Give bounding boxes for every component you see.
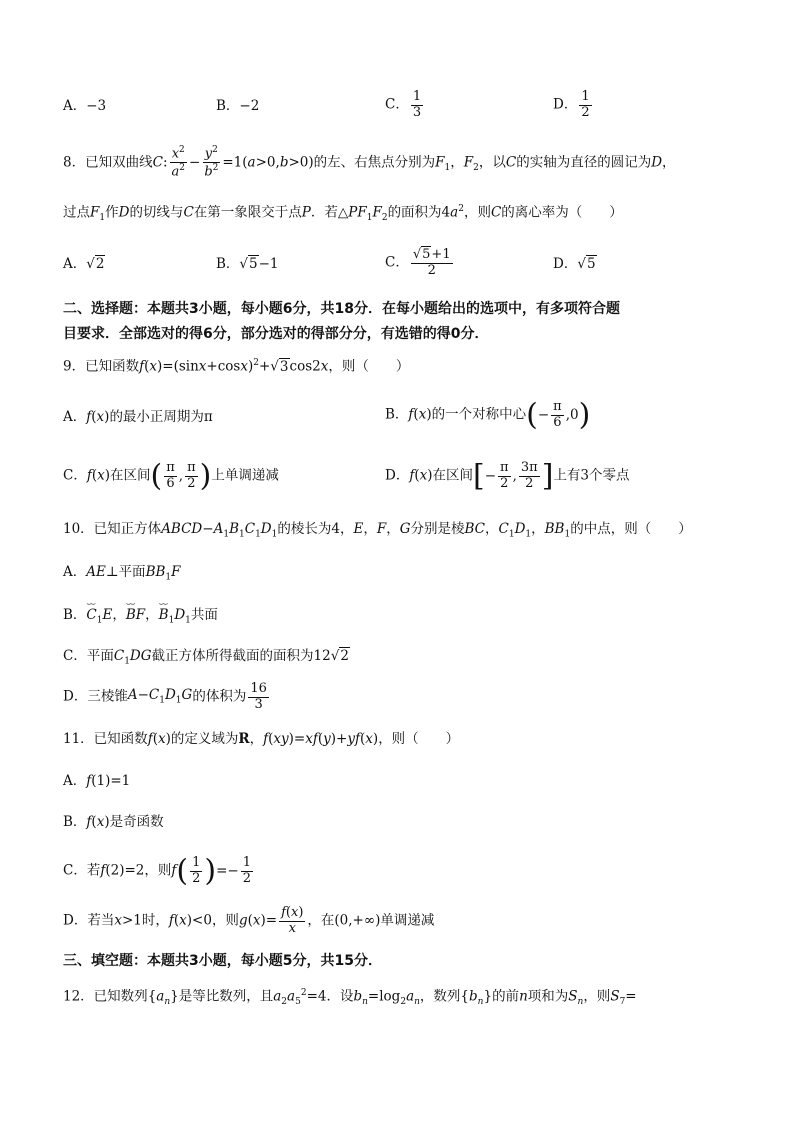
q11-option-c[interactable]: C．若f(2)=2，则f( $\frac{1}{2}$ )=− $\frac{1}{2}$ xyxy=(63,853,251,889)
fraction: $\frac{f(x)}{x}$ xyxy=(281,905,304,936)
fraction: $\frac{3\pi}{2}$ xyxy=(520,460,538,491)
q10-stem: 10．已知正方体$ABCD-A_1B_1C_1D_1$的棱长为4，E，F，G分别是棱BC，$C_1D_1$，$BB_1$的中点，则（ ） xyxy=(63,521,692,540)
q11-option-d[interactable]: D．若当x>1时，f(x)<0，则g(x)= $\frac{f(x)}{x}$ ，在(0,+∞)单调递减 xyxy=(63,905,435,936)
fraction: $\frac{\pi}{6}$ xyxy=(166,460,175,491)
fraction: $\frac{\pi}{2}$ xyxy=(187,460,196,491)
q8-option-c[interactable]: C． $\frac{√5+1}{2}$ xyxy=(385,247,451,278)
q8-line-2: 过点$F_1$作D的切线与C在第一象限交于点P．若$\triangle PF_1F_2$的面积为$4a^2$，则C的离心率为（ ） xyxy=(63,204,623,224)
q9-option-b[interactable]: B．f(x)的一个对称中心(− $\frac{\pi}{6}$ ,0) xyxy=(385,397,591,433)
q12-stem: 12．已知数列$\{a_n\}$是等比数列，且$a_2a_5^2=4$．设$b_n=\log_2a_n$，数列$\{b_n\}$的前n项和为$S_n$，则$S_7=$ xyxy=(63,988,637,1008)
fraction: $\frac{1}{2}$ xyxy=(242,855,251,886)
q7-option-c[interactable]: C． $\frac{1}{3}$ xyxy=(385,89,422,120)
q9-option-c[interactable]: C．f(x)在区间( $\frac{\pi}{6}$ , $\frac{\pi}{2}$ )上单调递减 xyxy=(63,458,279,494)
fraction: $\frac{x^2}{a^2}$ xyxy=(171,145,185,180)
section-3-heading: 三、填空题：本题共3小题，每小题5分，共15分． xyxy=(63,953,382,969)
q11-option-a[interactable]: A．f(1)=1 xyxy=(63,773,131,789)
fraction: $\frac{16}{3}$ xyxy=(250,681,267,712)
q9-option-d[interactable]: D．f(x)在区间[− $\frac{\pi}{2}$ , $\frac{3\pi}{2}$ ]上有3个零点 xyxy=(385,458,630,494)
q7-option-a[interactable]: A．−3 xyxy=(63,98,107,114)
fraction: $\frac{\pi}{2}$ xyxy=(500,460,509,491)
q11-option-b[interactable]: B．f(x)是奇函数 xyxy=(63,814,164,830)
q10-option-c[interactable]: C．平面$C_1DG$截正方体所得截面的面积为12√2 xyxy=(63,648,349,667)
q7-option-b[interactable]: B．−2 xyxy=(216,98,260,114)
section-2-heading-line-1: 二、选择题：本题共3小题，每小题6分，共18分．在每小题给出的选项中，有多项符合题 xyxy=(63,301,620,317)
q8-option-d[interactable]: D．√5 xyxy=(553,256,596,272)
fraction: $\frac{\pi}{6}$ xyxy=(553,399,562,430)
fraction: $\frac{1}{2}$ xyxy=(192,855,201,886)
q8-option-b[interactable]: B．√5−1 xyxy=(216,256,279,272)
fraction: $\frac{1}{3}$ xyxy=(412,89,422,120)
q10-option-d[interactable]: D．三棱锥$A-C_1D_1G$的体积为 $\frac{16}{3}$ xyxy=(63,681,267,712)
q8-option-a[interactable]: A．√2 xyxy=(63,256,105,272)
q10-option-b[interactable]: B．⌣⌣ $C_1E$，⌣⌣ BF，⌣⌣ $B_1D_1$共面 xyxy=(63,609,218,626)
q9-option-a[interactable]: A．f(x)的最小正周期为π xyxy=(63,409,213,425)
fraction: $\frac{√5+1}{2}$ xyxy=(412,247,451,278)
section-2-heading-line-2: 目要求．全部选对的得6分，部分选对的得部分分，有选错的得0分． xyxy=(63,326,489,342)
fraction: $\frac{1}{2}$ xyxy=(581,89,590,120)
q11-stem: 11．已知函数f(x)的定义域为R，f(xy)=xf(y)+yf(x)，则（ ） xyxy=(63,731,460,747)
q9-stem: 9．已知函数$f(x)=(\sin x+\cos x)^2+√3\cos 2x$，则（ ） xyxy=(63,358,410,375)
q8-line-1: 8．已知双曲线C: $\frac{x^2}{a^2}$ − $\frac{y^2}{b^2}$ =1(a>0,b>0)的左、右焦点分别为$F_1$，$F_2$，以C的实轴为直径的圆记为D， xyxy=(63,145,676,180)
q7-option-d[interactable]: D． $\frac{1}{2}$ xyxy=(553,89,590,120)
fraction: $\frac{y^2}{b^2}$ xyxy=(204,145,219,180)
q10-option-a[interactable]: A．AE⊥平面$BB_1F$ xyxy=(63,564,181,583)
